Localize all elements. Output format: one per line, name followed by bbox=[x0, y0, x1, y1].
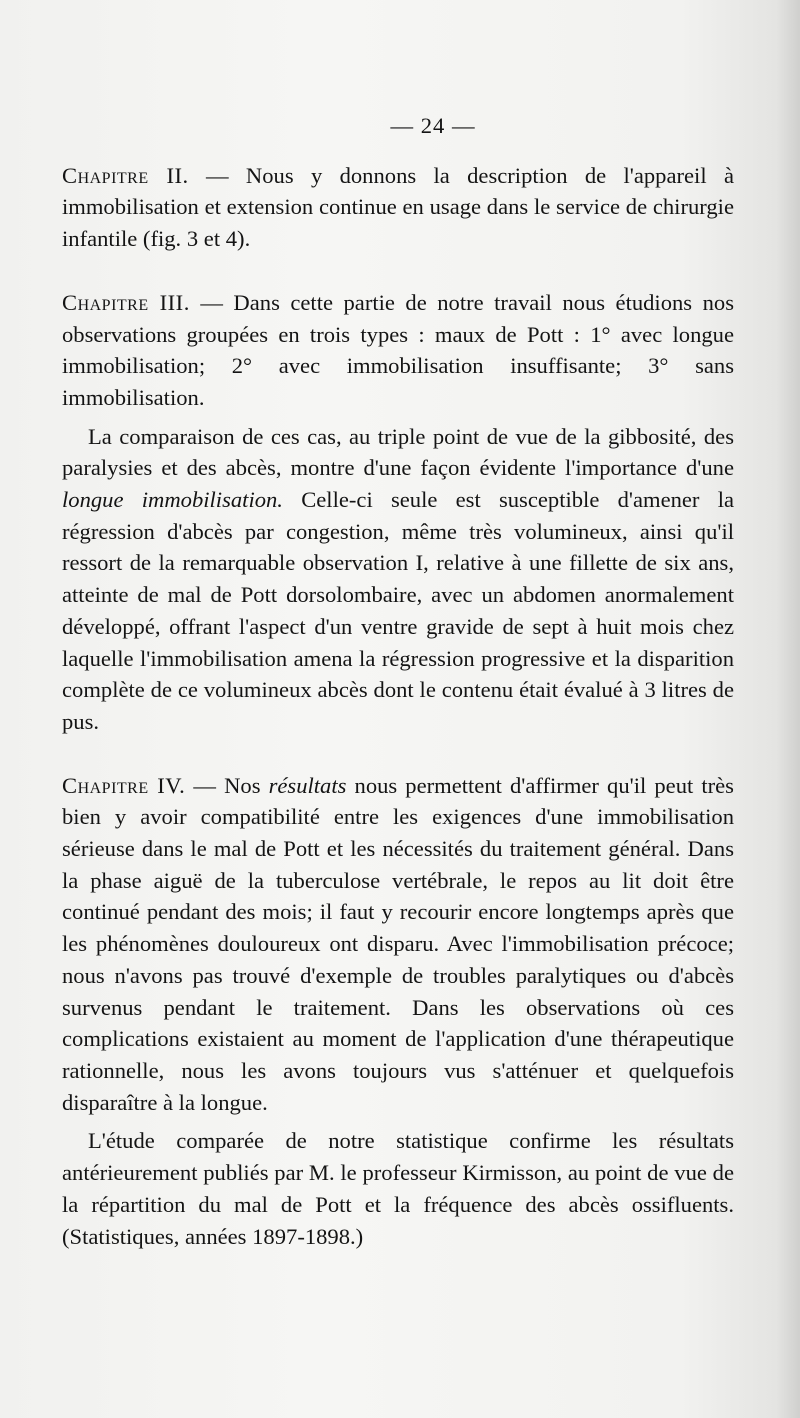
chapter-2-paragraph bbox=[62, 160, 734, 255]
statistics-paragraph bbox=[62, 1125, 734, 1252]
chapter-4-text: nous permettent d'affirmer qu'il peut très bien y avoir compatibilité entre les exigences d'une immobilisation sérieuse dans le mal de Pott et les nécessités du traitement général. Dans la phase aiguë de la tuberculose vertébrale, le repos au lit doit être continué pendant des mois; il faut y recourir encore longtemps après que les phénomènes douloureux ont disparu. Avec l'immobilisation précoce; nous n'avons pas trouvé d'exemple de troubles paralytiques ou d'abcès survenus pendant le traitement. Dans les observations où ces complications existaient au moment de l'application d'une thérapeutique rationnelle, nous les avons toujours vus s'atténuer et quelquefois disparaître à la longue. bbox=[62, 772, 734, 1115]
page-text bbox=[62, 110, 734, 1252]
chapter-3-text: — Dans cette partie de notre travail nous étudions nos observations groupées en trois types : maux de Pott : 1° avec longue immobilisation; 2° avec immobilisation insuffisante; 3° sans immobilisation. bbox=[62, 289, 734, 410]
chapter-4-dash: — Nos bbox=[185, 772, 269, 798]
chapter-2-text: — Nous y donnons la description de l'appareil à immobilisation et extension continue en usage dans le service de chirurgie infantile (fig. 3 et 4). bbox=[62, 162, 734, 252]
chapter-2-label: Chapitre II. bbox=[62, 162, 189, 188]
chapter-3-paragraph bbox=[62, 287, 734, 414]
page-number: — 24 — bbox=[390, 113, 476, 138]
comparison-paragraph bbox=[62, 421, 734, 738]
chapter-4-label: Chapitre IV. bbox=[62, 772, 186, 798]
chapter-4-paragraph bbox=[62, 770, 734, 1119]
statistics-text: L'étude comparée de notre statistique confirme les résultats antérieurement publiés par M. le professeur Kirmisson, au point de vue de la répartition du mal de Pott et la fréquence des abcès ossifluents. (Statistiques, années 1897-1898.) bbox=[62, 1128, 734, 1249]
comparison-emphasis: longue immobilisation. bbox=[62, 487, 283, 513]
comparison-text-after: Celle-ci seule est susceptible d'amener la régression d'abcès par congestion, même très volumineux, ainsi qu'il ressort de la remarquable observation I, relative à une fillette de six ans, atteinte de mal de Pott dorsolombaire, avec un abdomen anormalement développé, offrant l'aspect d'un ventre gravide de sept à huit mois chez laquelle l'immobilisation amena la régression progressive et la disparition complète de ce volumineux abcès dont le contenu était évalué à 3 litres de pus. bbox=[62, 487, 734, 734]
chapter-4-emphasis: résultats bbox=[268, 772, 347, 798]
comparison-text-before: La comparaison de ces cas, au triple point de vue de la gibbosité, des paralysies et des abcès, montre d'une façon évidente l'importance d'une bbox=[62, 423, 734, 481]
chapter-3-label: Chapitre III. bbox=[62, 289, 190, 315]
